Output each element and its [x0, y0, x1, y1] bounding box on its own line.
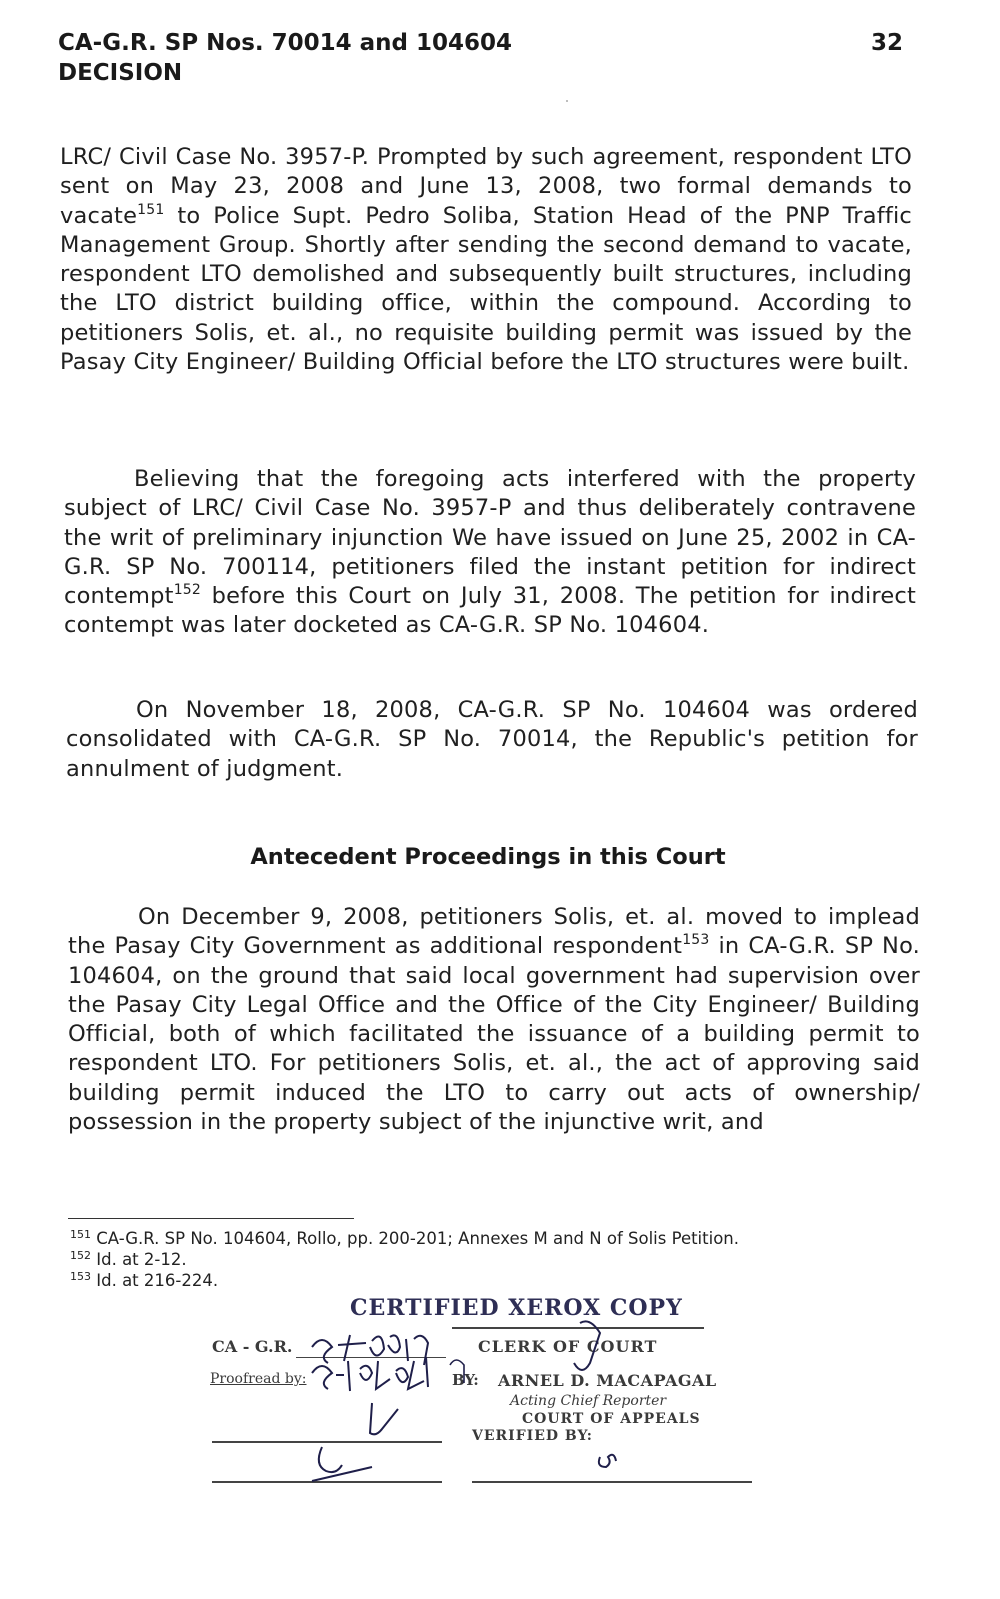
stamp-verified-label: VERIFIED BY:	[472, 1428, 593, 1444]
section-heading: Antecedent Proceedings in this Court	[250, 844, 726, 870]
stamp-scribble	[574, 1321, 600, 1370]
footnote-153	[70, 1270, 950, 1291]
footnote-ref-152[interactable]: 152	[173, 582, 202, 599]
paragraph-3	[66, 696, 918, 784]
handwriting-marks	[200, 1295, 760, 1515]
signature-mark	[370, 1403, 398, 1434]
footnote-text: CA-G.R. SP No. 104604, Rollo, pp. 200-201; Annexes M and N of Solis Petition.	[91, 1229, 739, 1248]
speck	[566, 100, 568, 102]
handwritten-case-2	[312, 1357, 428, 1391]
signature-mark	[312, 1447, 372, 1481]
footnote-number: 151	[70, 1228, 91, 1241]
footnote-text: Id. at 2-12.	[91, 1250, 187, 1269]
document-type: DECISION	[58, 60, 183, 86]
stamp-by-label: BY:	[452, 1371, 479, 1389]
footnote-ref-153[interactable]: 153	[682, 932, 710, 949]
footnote-text: Id. at 216-224.	[91, 1271, 219, 1290]
stamp-officer-name: ARNEL D. MACAPAGAL	[498, 1371, 717, 1390]
footnote-151	[70, 1228, 950, 1249]
paragraph-1-tail: to Police Supt. Pedro Soliba, Station Head of the PNP Traffic Management Group. Shortly after sending the second demand to vacate, respondent LTO demolished and subsequently built structures, including the LTO district building office, within the compound. According to petitioners Solis, et. al., no requisite building permit was issued by the Pasay City Engineer/ Building Official before the LTO structures were built.	[60, 202, 912, 376]
footnote-number: 152	[70, 1249, 91, 1262]
footnote-divider	[68, 1218, 354, 1219]
stamp-proofread-label: Proofread by:	[210, 1371, 307, 1387]
footnotes	[70, 1228, 950, 1291]
stamp-title: CERTIFIED XEROX COPY	[350, 1295, 683, 1321]
paragraph-4	[68, 903, 920, 1137]
paragraph-1-text: LRC/ Civil Case No. 3957-P. Prompted by such agreement, respondent LTO sent on May 23, 2008 and June 13, 2008, two formal demands to vacate	[60, 144, 912, 229]
stamp-scribble	[450, 1360, 464, 1383]
paragraph-4-text: On December 9, 2008, petitioners Solis, et. al. moved to implead the Pasay City Government as additional respondent	[68, 904, 920, 960]
certification-stamp	[200, 1295, 760, 1515]
signature-mark	[599, 1455, 616, 1467]
paragraph-4-tail: in CA-G.R. SP No. 104604, on the ground that said local government had supervision over the Pasay City Legal Office and the Office of the City Engineer/ Building Official, both of which facilitated the issuance of a building permit to respondent LTO. For petitioners Solis, et. al., the act of approving said building permit induced the LTO to carry out acts of ownership/ possession in the property subject of the injunctive writ, and	[68, 933, 921, 1136]
paragraph-3-text: On November 18, 2008, CA-G.R. SP No. 104604 was ordered consolidated with CA-G.R. SP No. 70014, the Republic's petition for annulment of judgment.	[66, 697, 918, 782]
stamp-officer-role: Acting Chief Reporter	[510, 1393, 667, 1409]
page-number: 32	[870, 30, 903, 56]
paragraph-1	[60, 143, 912, 377]
paragraph-2-text: Believing that the foregoing acts interfered with the property subject of LRC/ Civil Case No. 3957-P and thus deliberately contravene the writ of preliminary injunction We have issued on June 25, 2002 in CA-G.R. SP No. 700114, petitioners filed the instant petition for indirect contempt	[64, 466, 916, 610]
case-title: CA-G.R. SP Nos. 70014 and 104604	[58, 30, 513, 56]
stamp-clerk-of-court: CLERK OF COURT	[478, 1337, 658, 1356]
footnote-number: 153	[70, 1270, 91, 1283]
paragraph-2-tail: before this Court on July 31, 2008. The petition for indirect contempt was later docketed as CA-G.R. SP No. 104604.	[64, 583, 916, 639]
footnote-ref-151[interactable]: 151	[137, 201, 165, 218]
paragraph-2	[64, 465, 916, 641]
handwritten-case-1	[312, 1335, 428, 1365]
page-header	[58, 28, 903, 88]
stamp-court-name: COURT OF APPEALS	[522, 1411, 701, 1427]
stamp-case-label: CA - G.R.	[212, 1337, 293, 1356]
footnote-152	[70, 1249, 950, 1270]
